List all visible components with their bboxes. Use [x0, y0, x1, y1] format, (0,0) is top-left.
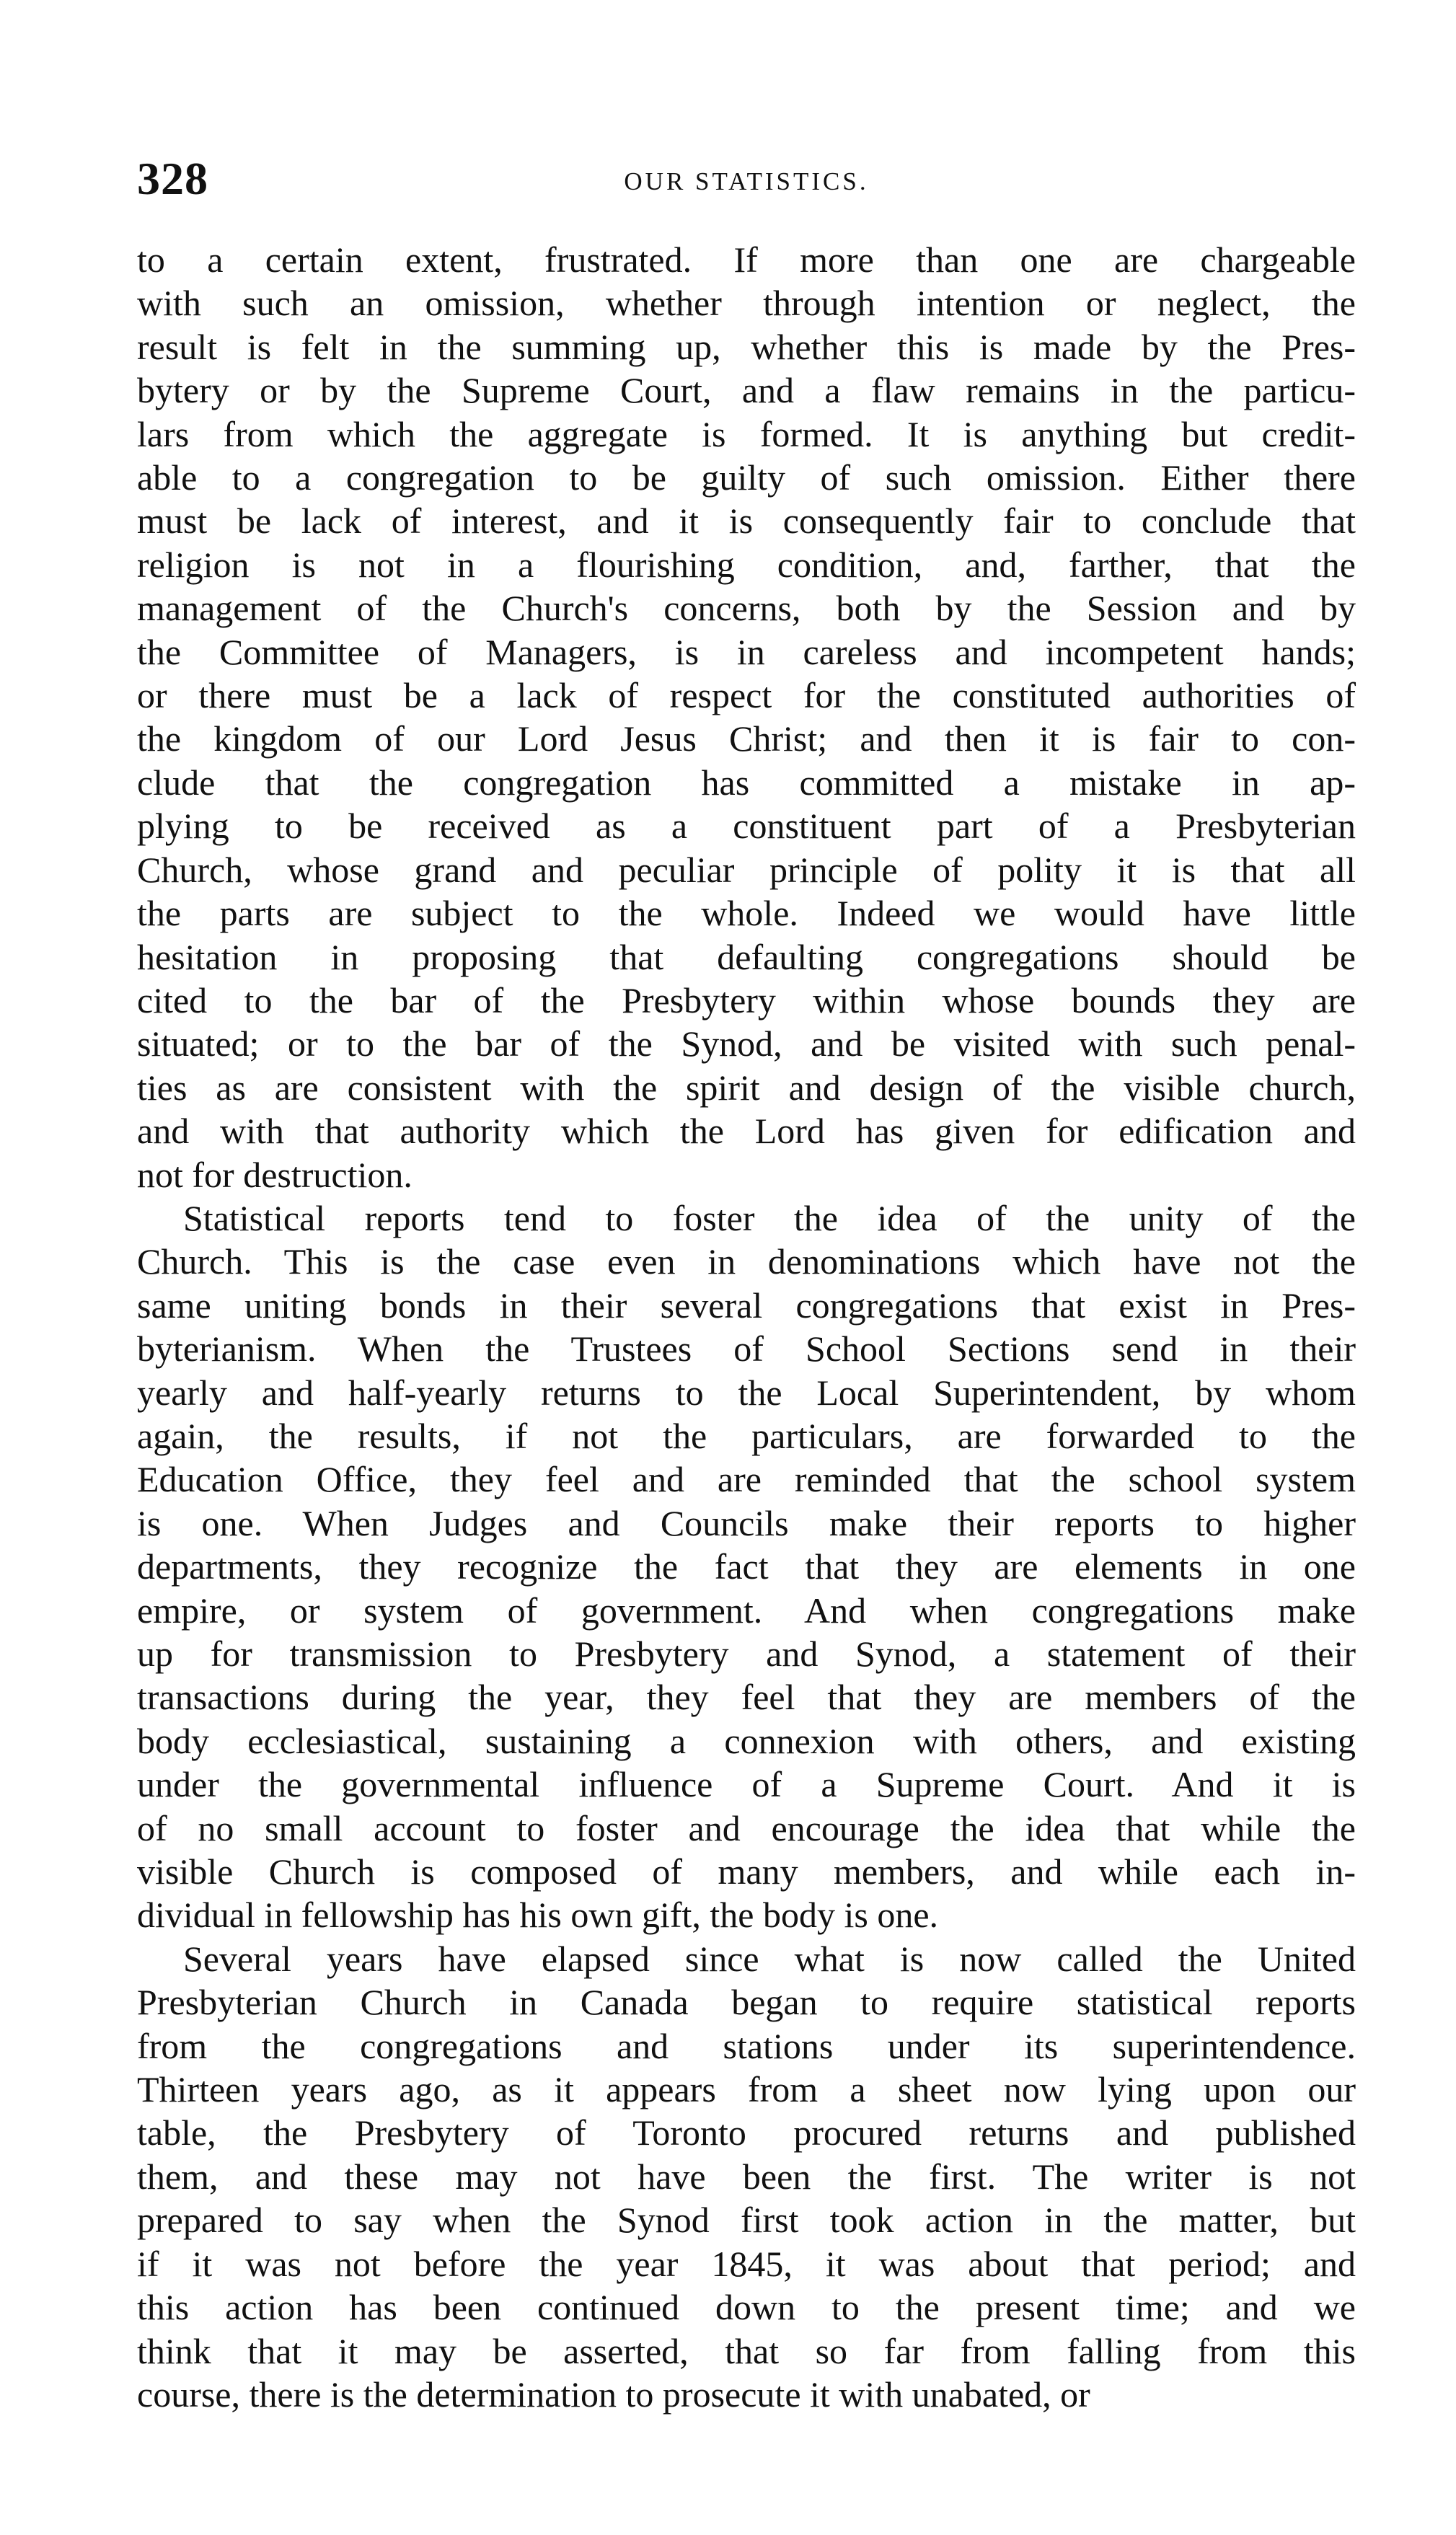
text-line: them, and these may not have been the first. The writer is not: [137, 2156, 1356, 2197]
text-line: bytery or by the Supreme Court, and a flaw remains in the particu-: [137, 370, 1356, 411]
text-line: under the governmental influence of a Supreme Court. And it is: [137, 1764, 1356, 1805]
text-line: religion is not in a flourishing condition, and, farther, that the: [137, 544, 1356, 585]
paragraph-1: [137, 238, 1356, 1196]
text-line: visible Church is composed of many members, and while each in-: [137, 1851, 1356, 1892]
running-head: OUR STATISTICS.: [624, 167, 869, 195]
text-line: and with that authority which the Lord has given for edification and: [137, 1111, 1356, 1152]
text-line: this action has been continued down to the present time; and we: [137, 2287, 1356, 2328]
text-line: able to a congregation to be guilty of such omission. Either there: [137, 457, 1356, 498]
text-line: from the congregations and stations under its superintendence.: [137, 2025, 1356, 2066]
text-line: is one. When Judges and Councils make their reports to higher: [137, 1502, 1356, 1543]
text-line: think that it may be asserted, that so far from falling from this: [137, 2330, 1356, 2371]
page-number: 328: [137, 153, 208, 204]
text-line: situated; or to the bar of the Synod, and be visited with such penal-: [137, 1023, 1356, 1064]
text-line: must be lack of interest, and it is consequently fair to conclude that: [137, 501, 1356, 542]
text-line: table, the Presbytery of Toronto procured returns and published: [137, 2112, 1356, 2153]
text-line: Several years have elapsed since what is now called the United: [183, 1938, 1356, 1979]
text-line: Statistical reports tend to foster the idea of the unity of the: [183, 1197, 1356, 1238]
text-line: prepared to say when the Synod first took action in the matter, but: [137, 2200, 1356, 2241]
body-text: [137, 238, 1356, 2416]
text-line: Education Office, they feel and are reminded that the school system: [137, 1459, 1356, 1500]
text-line: ties as are consistent with the spirit and design of the visible church,: [137, 1067, 1356, 1108]
text-line: clude that the congregation has committed a mistake in ap-: [137, 762, 1356, 803]
text-line: up for transmission to Presbytery and Synod, a statement of their: [137, 1634, 1356, 1674]
text-line: or there must be a lack of respect for the constituted authorities of: [137, 675, 1356, 716]
text-line: Church. This is the case even in denominations which have not the: [137, 1241, 1356, 1282]
text-line: if it was not before the year 1845, it was about that period; and: [137, 2243, 1356, 2284]
text-line: transactions during the year, they feel that they are members of the: [137, 1677, 1356, 1718]
text-line: to a certain extent, frustrated. If more than one are chargeable: [137, 239, 1356, 280]
text-line: yearly and half-yearly returns to the Local Superintendent, by whom: [137, 1372, 1356, 1413]
text-line: not for destruction.: [137, 1154, 412, 1195]
text-line: byterianism. When the Trustees of School Sections send in their: [137, 1328, 1356, 1370]
text-line: departments, they recognize the fact that they are elements in one: [137, 1546, 1356, 1587]
text-line: hesitation in proposing that defaulting congregations should be: [137, 936, 1356, 977]
page-header: [137, 150, 1356, 208]
text-line: management of the Church's concerns, both by the Session and by: [137, 588, 1356, 629]
text-line: same uniting bonds in their several congregations that exist in Pres-: [137, 1284, 1356, 1326]
paragraph-2: [137, 1196, 1356, 1937]
text-line: of no small account to foster and encourage the idea that while the: [137, 1807, 1356, 1848]
text-line: the kingdom of our Lord Jesus Christ; and then it is fair to con-: [137, 718, 1356, 759]
text-line: Church, whose grand and peculiar principle of polity it is that all: [137, 849, 1356, 890]
text-line: cited to the bar of the Presbytery within whose bounds they are: [137, 979, 1356, 1020]
text-line: Presbyterian Church in Canada began to require statistical reports: [137, 1982, 1356, 2023]
text-line: course, there is the determination to prosecute it with unabated, or: [137, 2373, 1090, 2415]
text-line: dividual in fellowship has his own gift, the body is one.: [137, 1895, 939, 1936]
text-line: again, the results, if not the particulars, are forwarded to the: [137, 1415, 1356, 1456]
text-line: the parts are subject to the whole. Indeed we would have little: [137, 893, 1356, 934]
text-line: lars from which the aggregate is formed. It is anything but credit-: [137, 413, 1356, 454]
text-line: result is felt in the summing up, whether this is made by the Pres-: [137, 326, 1356, 367]
text-line: empire, or system of government. And when congregations make: [137, 1590, 1356, 1631]
text-line: the Committee of Managers, is in careless and incompetent hands;: [137, 631, 1356, 672]
text-line: body ecclesiastical, sustaining a connexion with others, and existing: [137, 1720, 1356, 1761]
text-line: with such an omission, whether through intention or neglect, the: [137, 283, 1356, 324]
text-line: plying to be received as a constituent part of a Presbyterian: [137, 806, 1356, 847]
text-line: Thirteen years ago, as it appears from a sheet now lying upon our: [137, 2069, 1356, 2110]
paragraph-3: [137, 1937, 1356, 2416]
